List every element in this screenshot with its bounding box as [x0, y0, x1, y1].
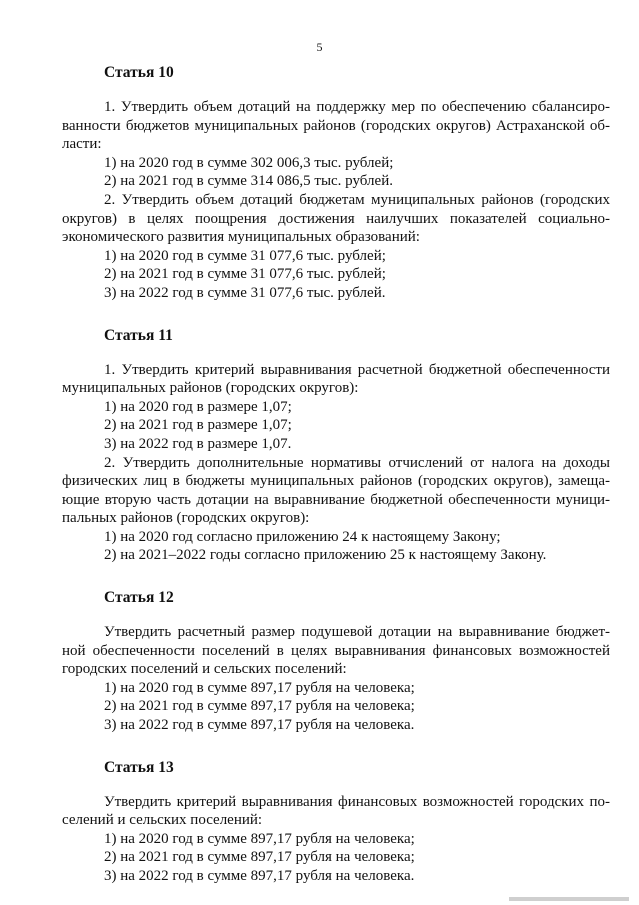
paragraph-line: муниципальных районов (городских округов): — [62, 380, 359, 397]
list-item: 3) на 2022 год в размере 1,07. — [104, 435, 292, 452]
paragraph-line: ванности бюджетов муниципальных районов (городских округов) Астраханской об- — [62, 117, 610, 134]
paragraph-line: 1. Утвердить критерий выравнивания расчетной бюджетной обеспеченности — [104, 361, 610, 378]
paragraph-line: городских поселений и сельских поселений: — [62, 661, 347, 678]
paragraph-line: 1. Утвердить объем дотаций на поддержку мер по обеспечению сбалансиро- — [104, 99, 610, 115]
article-title: Статья 10 — [104, 64, 174, 81]
list-item: 2) на 2021 год в сумме 31 077,6 тыс. рублей; — [104, 266, 386, 283]
list-item: 1) на 2020 год в размере 1,07; — [104, 398, 292, 415]
list-item: 2) на 2021 год в размере 1,07; — [104, 417, 292, 434]
list-item: 2) на 2021 год в сумме 897,17 рубля на человека; — [104, 698, 415, 715]
paragraph — [62, 361, 610, 398]
list-item: 1) на 2020 год в сумме 302 006,3 тыс. рублей; — [104, 154, 394, 171]
paragraph — [62, 793, 610, 830]
paragraph — [62, 623, 610, 679]
scan-artifact — [509, 897, 629, 901]
paragraph-line: экономического развития муниципальных образований: — [62, 229, 420, 246]
paragraph — [62, 454, 610, 528]
paragraph-line: Утвердить критерий выравнивания финансовых возможностей городских по- — [104, 793, 610, 810]
list-item: 1) на 2020 год согласно приложению 24 к настоящему Закону; — [104, 528, 501, 545]
article-title: Статья 12 — [104, 589, 174, 607]
list-item: 1) на 2020 год в сумме 897,17 рубля на человека; — [104, 679, 415, 696]
list-item: 3) на 2022 год в сумме 31 077,6 тыс. рублей. — [104, 284, 386, 301]
paragraph-line: ласти: — [62, 136, 102, 153]
paragraph-line: Утвердить расчетный размер подушевой дотации на выравнивание бюджет- — [104, 624, 610, 641]
article-title: Статья 11 — [104, 326, 173, 344]
list-item: 3) на 2022 год в сумме 897,17 рубля на человека. — [104, 717, 415, 734]
paragraph-line: физических лиц в бюджеты муниципальных районов (городских округов), замеща- — [62, 473, 610, 490]
list-item: 2) на 2021 год в сумме 314 086,5 тыс. рублей. — [104, 173, 393, 190]
paragraph-line: 2. Утвердить дополнительные нормативы отчислений от налога на доходы — [104, 454, 610, 471]
paragraph — [62, 98, 610, 154]
paragraph — [62, 191, 610, 247]
paragraph-line: округов) в целях поощрения достижения наилучших показателей социально- — [62, 210, 610, 227]
article-section — [62, 757, 610, 886]
page-number: 5 — [316, 40, 323, 54]
list-item: 1) на 2020 год в сумме 31 077,6 тыс. рублей; — [104, 247, 386, 264]
document-body — [62, 62, 610, 886]
paragraph-line: 2. Утвердить объем дотаций бюджетам муниципальных районов (городских — [104, 191, 610, 208]
article-section — [62, 62, 610, 303]
paragraph-line: ющие вторую часть дотации на выравнивание бюджетной обеспеченности муници- — [62, 491, 610, 508]
list-item: 2) на 2021 год в сумме 897,17 рубля на человека; — [104, 849, 415, 866]
paragraph-line: селений и сельских поселений: — [62, 812, 263, 829]
paragraph-line: ной обеспеченности поселений в целях выравнивания финансовых возможностей — [62, 642, 610, 659]
article-section — [62, 587, 610, 735]
list-item: 2) на 2021–2022 годы согласно приложению 25 к настоящему Закону. — [104, 547, 547, 564]
list-item: 3) на 2022 год в сумме 897,17 рубля на человека. — [104, 868, 415, 884]
article-title: Статья 13 — [104, 758, 174, 776]
paragraph-line: пальных районов (городских округов): — [62, 510, 310, 527]
list-item: 1) на 2020 год в сумме 897,17 рубля на человека; — [104, 830, 415, 847]
article-section — [62, 325, 610, 566]
